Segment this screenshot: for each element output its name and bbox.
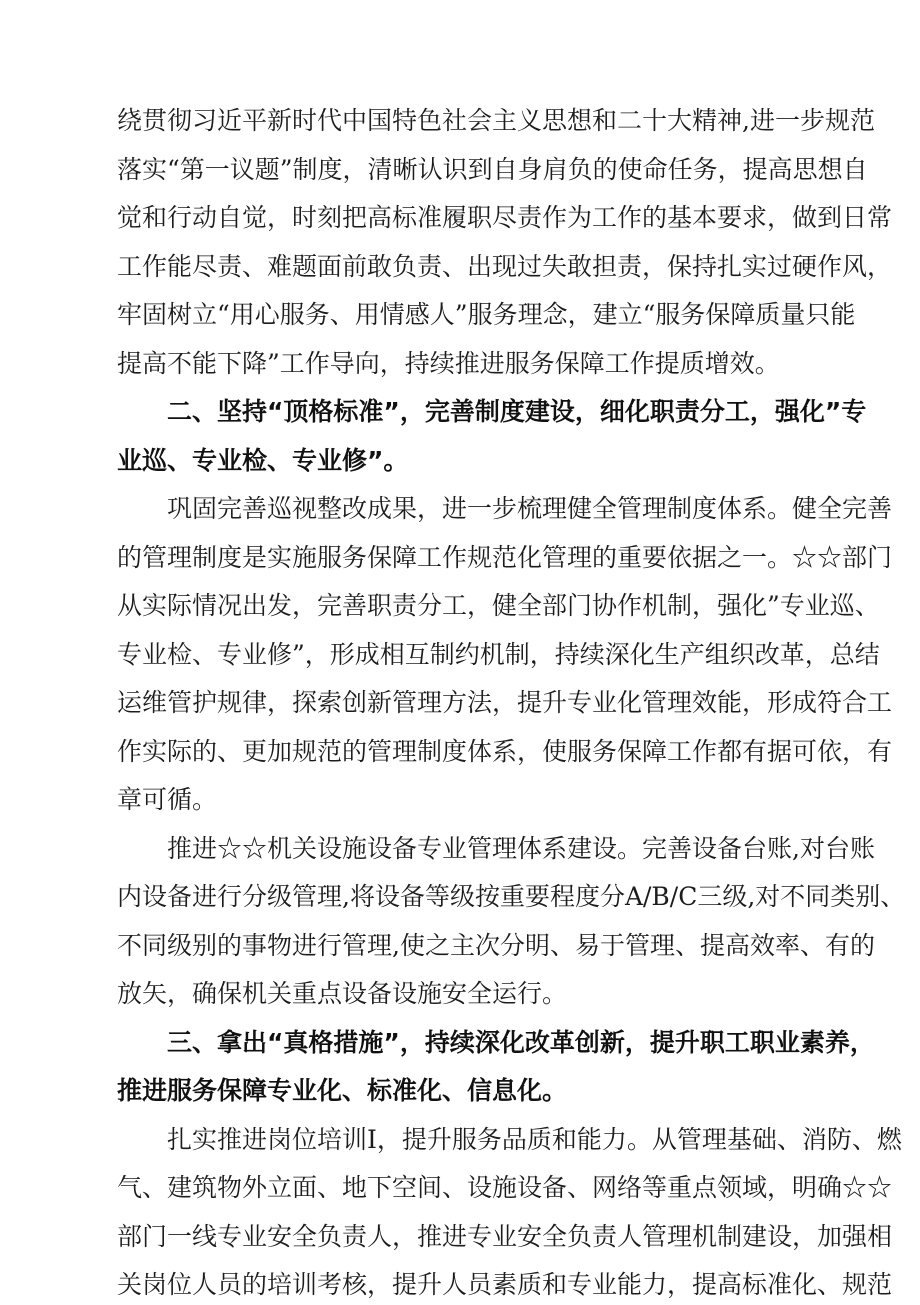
paragraph-2-line-3: 从实际情况出发，完善职责分工，健全部门协作机制，强化”专业巡、 — [117, 591, 880, 620]
paragraph-3-line-4: 放矢，确保机关重点设备设施安全运行。 — [117, 979, 568, 1008]
section-heading-3-line-1: 三、拿出“真格措施”，持续深化改革创新，提升职工职业素养， — [167, 1028, 875, 1057]
section-heading-2-line-1: 二、坚持“顶格标准”，完善制度建设，细化职责分工，强化”专 — [167, 397, 867, 426]
section-heading-3-line-2: 推进服务保障专业化、标准化、信息化。 — [117, 1076, 568, 1105]
paragraph-1-line-6: 提高不能下降”工作导向，持续推进服务保障工作提质增效。 — [117, 349, 780, 378]
section-heading-2-line-2: 业巡、专业检、专业修”。 — [117, 446, 409, 475]
paragraph-3-line-1: 推进☆☆机关设施设备专业管理体系建设。完善设备台账,对台账 — [167, 834, 875, 863]
paragraph-2-line-4: 专业检、专业修”，形成相互制约机制，持续深化生产组织改革，总结 — [117, 640, 880, 669]
paragraph-1-line-4: 工作能尽责、难题面前敢负责、出现过失敢担责，保持扎实过硬作风， — [117, 252, 893, 281]
paragraph-4-line-4: 关岗位人员的培训考核，提升人员素质和专业能力，提高标准化、规范 — [117, 1270, 893, 1299]
paragraph-2-line-2: 的管理制度是实施服务保障工作规范化管理的重要依据之一。☆☆部门 — [117, 543, 893, 572]
paragraph-1-line-3: 觉和行动自觉，时刻把高标准履职尽责作为工作的基本要求，做到日常 — [117, 203, 893, 232]
paragraph-1-line-2: 落实“第一议题”制度，清晰认识到自身肩负的使命任务，提高思想自 — [117, 155, 868, 184]
paragraph-4-line-1: 扎实推进岗位培训I，提升服务品质和能力。从管理基础、消防、燃 — [167, 1125, 902, 1154]
paragraph-2-line-7: 章可循。 — [117, 785, 218, 814]
paragraph-1-line-1: 绕贯彻习近平新时代中国特色社会主义思想和二十大精神,进一步规范 — [117, 106, 875, 135]
paragraph-3-line-3: 不同级别的事物进行管理,使之主次分明、易于管理、提高效率、有的 — [117, 931, 875, 960]
paragraph-1-line-5: 牢固树立“用心服务、用情感人”服务理念，建立“服务保障质量只能 — [117, 300, 856, 329]
paragraph-4-line-3: 部门一线专业安全负责人，推进专业安全负责人管理机制建设，加强相 — [117, 1222, 893, 1251]
paragraph-2-line-5: 运维管护规律，探索创新管理方法，提升专业化管理效能，形成符合工 — [117, 688, 893, 717]
paragraph-2-line-6: 作实际的、更加规范的管理制度体系，使服务保障工作都有据可依，有 — [117, 737, 893, 766]
paragraph-3-line-2: 内设备进行分级管理,将设备等级按重要程度分A/B/C三级,对不同类别、 — [117, 882, 906, 911]
paragraph-2-line-1: 巩固完善巡视整改成果，进一步梳理健全管理制度体系。健全完善 — [167, 494, 893, 523]
paragraph-4-line-2: 气、建筑物外立面、地下空间、设施设备、网络等重点领域，明确☆☆ — [117, 1173, 893, 1202]
